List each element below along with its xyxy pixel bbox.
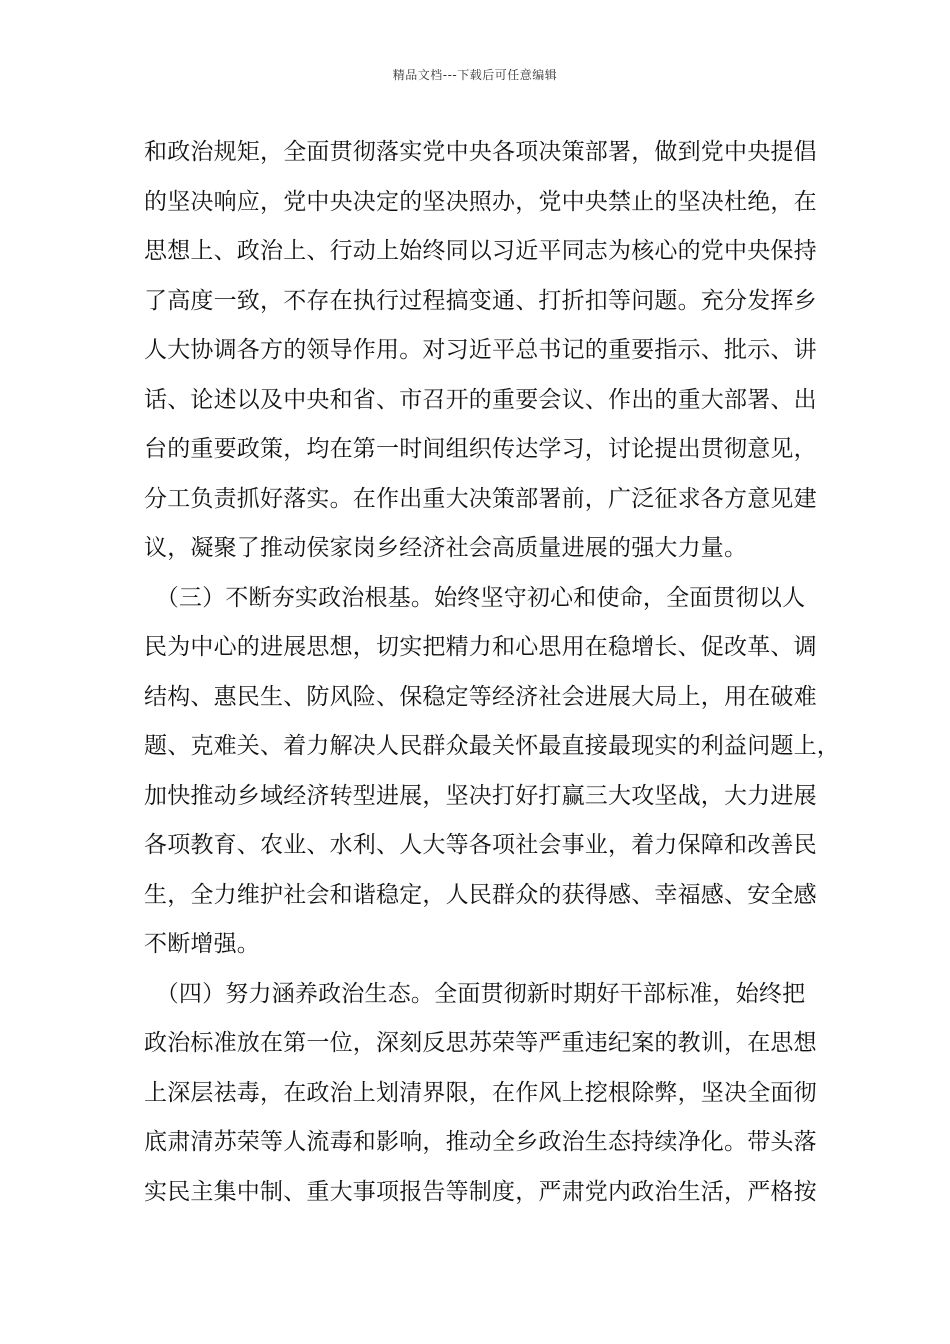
text-line: 底肃清苏荣等人流毒和影响，推动全乡政治生态持续净化。带头落	[144, 1129, 817, 1155]
text-line: 政治标准放在第一位，深刻反思苏荣等严重违纪案的教训，在思想	[144, 1030, 817, 1056]
text-line: 不断增强。	[144, 931, 260, 957]
text-line: 上深层祛毒，在政治上划清界限，在作风上挖根除弊，坚决全面彻	[144, 1079, 817, 1106]
text-line: （三）不断夯实政治根基。始终坚守初心和使命，全面贯彻以人	[144, 584, 806, 611]
text-line: 题、克难关、着力解决人民群众最关怀最直接最现实的利益问题上，	[144, 733, 840, 759]
page-header: 精品文档---下载后可任意编辑	[392, 68, 558, 82]
text-line: 分工负责抓好落实。在作出重大决策部署前，广泛征求各方意见建	[144, 485, 817, 512]
text-line: 的坚决响应，党中央决定的坚决照办，党中央禁止的坚决杜绝，在	[144, 188, 817, 215]
text-line: 加快推动乡域经济转型进展，坚决打好打赢三大攻坚战，大力进展	[144, 782, 817, 809]
text-line: 民为中心的进展思想，切实把精力和心思用在稳增长、促改革、调	[144, 634, 817, 660]
text-line: 和政治规矩，全面贯彻落实党中央各项决策部署，做到党中央提倡	[144, 139, 817, 165]
text-line: 实民主集中制、重大事项报告等制度，严肃党内政治生活，严格按	[144, 1178, 817, 1205]
text-line: 话、论述以及中央和省、市召开的重要会议、作出的重大部署、出	[144, 386, 817, 413]
document-body	[144, 128, 840, 1217]
text-line: （四）努力涵养政治生态。全面贯彻新时期好干部标准，始终把	[144, 980, 806, 1007]
text-line: 了高度一致，不存在执行过程搞变通、打折扣等问题。充分发挥乡	[144, 287, 817, 314]
text-line: 人大协调各方的领导作用。对习近平总书记的重要指示、批示、讲	[144, 337, 817, 363]
text-line: 议，凝聚了推动侯家岗乡经济社会高质量进展的强大力量。	[144, 535, 748, 561]
text-line: 各项教育、农业、水利、人大等各项社会事业，着力保障和改善民	[144, 832, 817, 858]
text-line: 思想上、政治上、行动上始终同以习近平同志为核心的党中央保持	[144, 238, 817, 264]
text-line: 台的重要政策，均在第一时间组织传达学习，讨论提出贯彻意见，	[144, 436, 817, 462]
text-line: 结构、惠民生、防风险、保稳定等经济社会进展大局上，用在破难	[144, 683, 817, 710]
text-line: 生，全力维护社会和谐稳定，人民群众的获得感、幸福感、安全感	[144, 881, 817, 908]
